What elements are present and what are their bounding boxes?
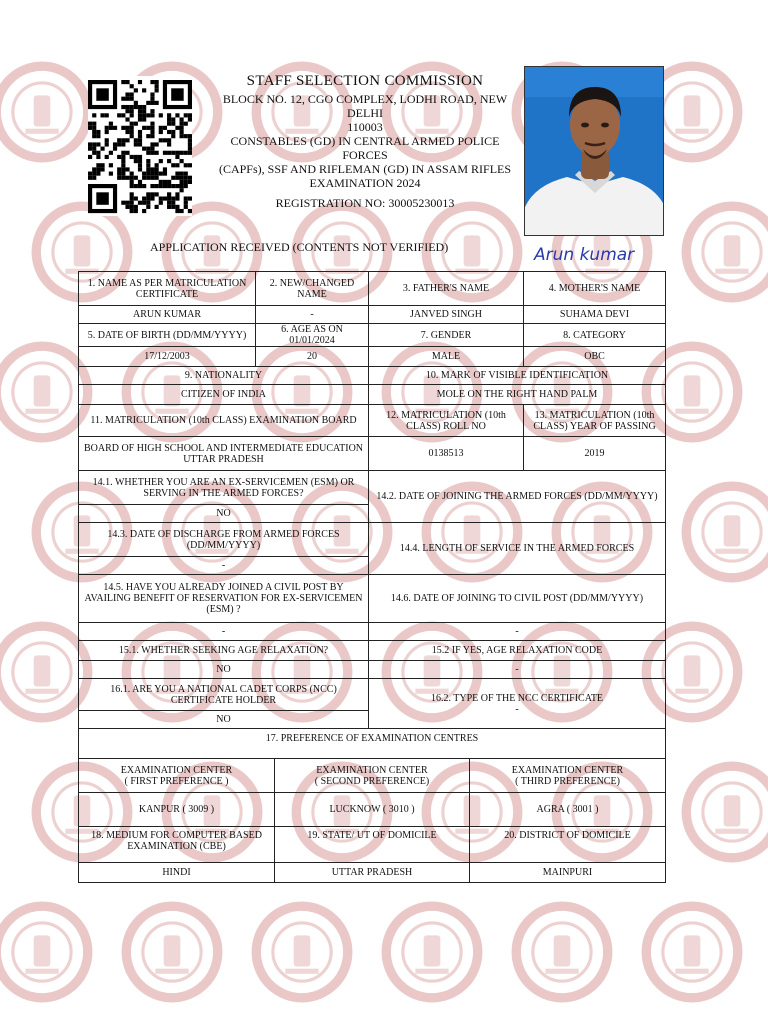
board-label: 11. MATRICULATION (10th CLASS) EXAMINATION BOARD xyxy=(79,405,369,437)
table-row xyxy=(79,575,666,623)
centres-section-label: 17. PREFERENCE OF EXAMINATION CENTRES xyxy=(79,729,666,759)
passing-year-value: 2019 xyxy=(524,437,666,471)
armed-forces-joining-label: 14.2. DATE OF JOINING THE ARMED FORCES (DD/MM/YYYY) xyxy=(369,471,666,523)
medium-label: 18. MEDIUM FOR COMPUTER BASED EXAMINATION (CBE) xyxy=(79,827,275,863)
application-form xyxy=(78,271,666,883)
first-centre-value: KANPUR ( 3009 ) xyxy=(79,793,275,827)
civil-post-label: 14.5. HAVE YOU ALREADY JOINED A CIVIL POST BY AVAILING BENEFIT OF RESERVATION FOR EX-SERVICEMEN (ESM) ? xyxy=(79,575,369,623)
domicile-district-value: MAINPURI xyxy=(470,863,666,883)
header-block xyxy=(210,72,520,210)
civil-post-date-value: - xyxy=(369,623,666,641)
second-centre-label-a: EXAMINATION CENTER xyxy=(316,764,428,776)
roll-number-label: 12. MATRICULATION (10th CLASS) ROLL NO xyxy=(369,405,524,437)
ncc-type-value: - xyxy=(515,703,519,715)
discharge-label: 14.3. DATE OF DISCHARGE FROM ARMED FORCES (DD/MM/YYYY) xyxy=(79,523,369,557)
father-name-value: JANVED SINGH xyxy=(369,306,524,324)
roll-number-value: 0138513 xyxy=(369,437,524,471)
relaxation-code-value: - xyxy=(369,661,666,679)
gender-value: MALE xyxy=(369,347,524,367)
table-row xyxy=(79,863,666,883)
table-row xyxy=(79,367,666,385)
qr-code-icon xyxy=(88,76,192,216)
esm-value: NO xyxy=(79,505,369,523)
first-centre-label-b: ( FIRST PREFERENCE ) xyxy=(124,775,229,787)
age-value: 20 xyxy=(256,347,369,367)
table-row xyxy=(79,729,666,759)
address-line-1: BLOCK NO. 12, CGO COMPLEX, LODHI ROAD, NEW DELHI xyxy=(222,92,508,120)
discharge-value: - xyxy=(79,557,369,575)
dob-value: 17/12/2003 xyxy=(79,347,256,367)
third-centre-value: AGRA ( 3001 ) xyxy=(470,793,666,827)
name-value: ARUN KUMAR xyxy=(79,306,256,324)
ncc-type-label xyxy=(369,679,666,729)
candidate-portrait xyxy=(525,67,664,236)
changed-name-value: - xyxy=(256,306,369,324)
table-row xyxy=(79,523,666,557)
table-row xyxy=(79,827,666,863)
table-row xyxy=(79,679,666,711)
first-centre-label xyxy=(79,759,275,793)
second-centre-label xyxy=(275,759,470,793)
details-table xyxy=(78,271,666,759)
table-row xyxy=(79,437,666,471)
medium-value: HINDI xyxy=(79,863,275,883)
exam-name-line-2: (CAPFs), SSF AND RIFLEMAN (GD) IN ASSAM RIFLES xyxy=(218,162,512,176)
table-row xyxy=(79,623,666,641)
age-relaxation-value: NO xyxy=(79,661,369,679)
mother-name-value: SUHAMA DEVI xyxy=(524,306,666,324)
identification-mark-label: 10. MARK OF VISIBLE IDENTIFICATION xyxy=(369,367,666,385)
application-status: APPLICATION RECEIVED (CONTENTS NOT VERIFIED) xyxy=(150,240,449,254)
candidate-signature xyxy=(530,240,670,268)
third-centre-label xyxy=(470,759,666,793)
table-row xyxy=(79,385,666,405)
third-centre-label-b: ( THIRD PREFERENCE) xyxy=(515,775,620,787)
relaxation-code-label: 15.2 IF YES, AGE RELAXATION CODE xyxy=(369,641,666,661)
dob-label: 5. DATE OF BIRTH (DD/MM/YYYY) xyxy=(79,324,256,347)
identification-mark-value: MOLE ON THE RIGHT HAND PALM xyxy=(369,385,666,405)
category-value: OBC xyxy=(524,347,666,367)
service-length-label: 14.4. LENGTH OF SERVICE IN THE ARMED FORCES xyxy=(369,523,666,575)
table-row xyxy=(79,347,666,367)
ncc-type-label-text: 16.2. TYPE OF THE NCC CERTIFICATE xyxy=(430,692,604,704)
centres-table xyxy=(78,758,666,883)
table-row xyxy=(79,759,666,793)
table-row xyxy=(79,306,666,324)
ncc-label: 16.1. ARE YOU A NATIONAL CADET CORPS (NCC) CERTIFICATE HOLDER xyxy=(79,679,369,711)
civil-post-date-label: 14.6. DATE OF JOINING TO CIVIL POST (DD/MM/YYYY) xyxy=(369,575,666,623)
second-centre-value: LUCKNOW ( 3010 ) xyxy=(275,793,470,827)
signature-text: Arun kumar xyxy=(534,245,635,265)
domicile-state-value: UTTAR PRADESH xyxy=(275,863,470,883)
gender-label: 7. GENDER xyxy=(369,324,524,347)
name-label: 1. NAME AS PER MATRICULATION CERTIFICATE xyxy=(79,272,256,306)
table-row xyxy=(79,661,666,679)
nationality-label: 9. NATIONALITY xyxy=(79,367,369,385)
exam-name-line-1: CONSTABLES (GD) IN CENTRAL ARMED POLICE FORCES xyxy=(230,134,500,162)
passing-year-label: 13. MATRICULATION (10th CLASS) YEAR OF PASSING xyxy=(524,405,666,437)
table-row xyxy=(79,272,666,306)
first-centre-label-a: EXAMINATION CENTER xyxy=(120,764,233,776)
table-row xyxy=(79,324,666,347)
second-centre-label-b: ( SECOND PREFERENCE) xyxy=(314,775,430,787)
ncc-value: NO xyxy=(79,711,369,729)
esm-label: 14.1. WHETHER YOU ARE AN EX-SERVICEMEN (ESM) OR SERVING IN THE ARMED FORCES? xyxy=(79,471,369,505)
changed-name-label: 2. NEW/CHANGED NAME xyxy=(256,272,369,306)
commission-title: STAFF SELECTION COMMISSION xyxy=(246,73,484,89)
table-row xyxy=(79,405,666,437)
age-relaxation-label: 15.1. WHETHER SEEKING AGE RELAXATION? xyxy=(79,641,369,661)
table-row xyxy=(79,641,666,661)
table-row xyxy=(79,793,666,827)
mother-name-label: 4. MOTHER'S NAME xyxy=(524,272,666,306)
candidate-photo xyxy=(524,66,664,236)
address-line-2: 110003 xyxy=(347,120,383,134)
registration-number: REGISTRATION NO: 30005230013 xyxy=(275,196,455,210)
father-name-label: 3. FATHER'S NAME xyxy=(369,272,524,306)
age-label: 6. AGE AS ON 01/01/2024 xyxy=(256,324,369,347)
nationality-value: CITIZEN OF INDIA xyxy=(79,385,369,405)
exam-name-line-3: EXAMINATION 2024 xyxy=(309,176,421,190)
third-centre-label-a: EXAMINATION CENTER xyxy=(511,764,624,776)
category-label: 8. CATEGORY xyxy=(524,324,666,347)
civil-post-value: - xyxy=(79,623,369,641)
domicile-district-label: 20. DISTRICT OF DOMICILE xyxy=(470,827,666,863)
board-value: BOARD OF HIGH SCHOOL AND INTERMEDIATE EDUCATION UTTAR PRADESH xyxy=(79,437,369,471)
domicile-state-label: 19. STATE/ UT OF DOMICILE xyxy=(275,827,470,863)
table-row xyxy=(79,471,666,505)
